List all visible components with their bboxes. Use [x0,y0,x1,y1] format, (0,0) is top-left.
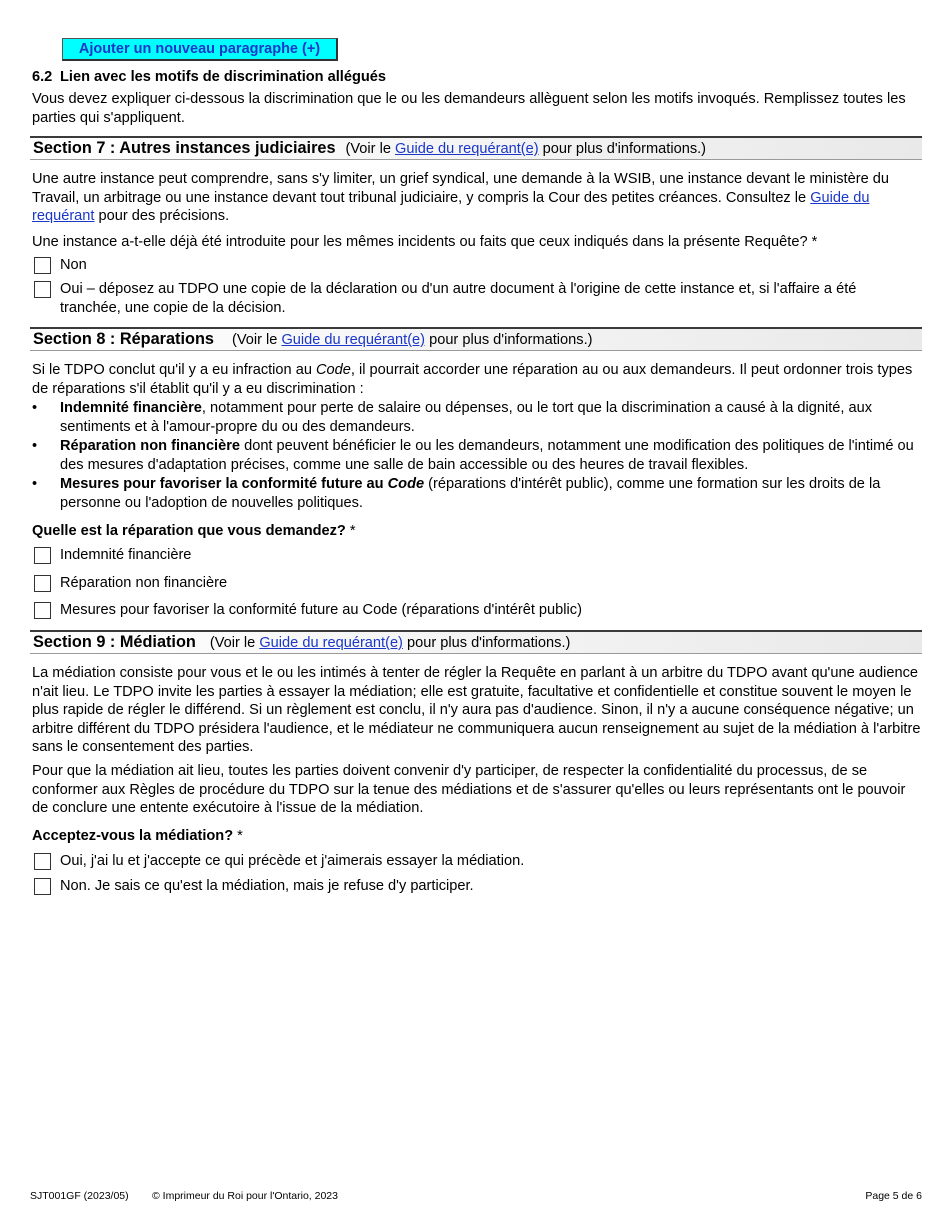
section-8-header [30,327,922,351]
checkbox-financial[interactable] [34,547,51,564]
section-9-header [30,630,922,654]
section-9-paragraph-1: La médiation consiste pour vous et le ou les intimés à tenter de régler la Requête en parlant à un arbitre du TDPO avant qu'une audience n'ait lieu. Le TDPO invite les parties à essayer la médiation; elle est gratuite, facultative et confidentielle et constitue souvent le moyen le plus rapide de régler le différend. Si un règlement est conclu, il n'y aura pas d'audience. Sinon, il n'y a aucune conséquence négative; un arbitre différent du TDPO présidera l'audience, et le médiateur ne communiquera aucun renseignement au sujet de la médiation à l'arbitre sans le consentement des parties. [32,665,921,755]
section-9-question: Acceptez-vous la médiation? * [32,828,243,844]
remedy-option-row [34,574,922,593]
mediation-yes-row [34,852,922,871]
section-7-note: (Voir le Guide du requérant(e) pour plus d'informations.) [345,141,707,157]
section-8-intro: Si le TDPO conclut qu'il y a eu infraction au Code, il pourrait accorder une réparation au ou aux demandeurs. Il peut ordonner trois types de réparations s'il établit qu'il y a eu discrimination : [32,362,913,397]
checkbox-no[interactable] [34,257,51,274]
checkbox-public-interest[interactable] [34,602,51,619]
option-no-label: Non [60,257,87,273]
section-9-note: (Voir le Guide du requérant(e) pour plus d'informations.) [209,635,571,651]
guide-link-inline[interactable]: Guide du requérant [32,189,870,224]
form-code: SJT001GF (2023/05) [30,1190,129,1202]
section-9-title: Section 9 : Médiation [33,633,196,651]
guide-link[interactable]: Guide du requérant(e) [259,635,403,651]
page-number: Page 5 de 6 [865,1190,922,1202]
option-yes-label: Oui – déposez au TDPO une copie de la déclaration ou d'un autre document à l'origine de cette instance et, si l'affaire a été tranchée, une copie de la décision. [60,281,857,316]
checkbox-non-financial[interactable] [34,575,51,592]
section-7-title: Section 7 : Autres instances judiciaires [33,139,336,157]
copyright: © Imprimeur du Roi pour l'Ontario, 2023 [152,1190,338,1202]
add-paragraph-button[interactable]: Ajouter un nouveau paragraphe (+) [62,38,338,61]
subsection-6-2-text: Vous devez expliquer ci-dessous la discrimination que le ou les demandeurs allèguent selon les motifs invoqués. Remplissez toutes les parties qui s'appliquent. [32,91,906,126]
section-8-question: Quelle est la réparation que vous demandez? * [32,523,356,539]
remedy-option-row [34,601,922,620]
checkbox-yes[interactable] [34,281,51,298]
remedy-option-label: Réparation non financière [60,575,228,591]
remedies-list [32,399,922,512]
option-no-row [34,256,922,275]
section-7-intro: Une autre instance peut comprendre, sans s'y limiter, un grief syndical, une demande à la WSIB, une instance devant le ministère du Travail, un arbitrage ou une instance devant tout tribunal judiciaire, y compris la Cour des petites créances. Consultez le Guide du requérant pour des précisions. [32,171,889,224]
section-8-title: Section 8 : Réparations [33,330,214,348]
guide-link[interactable]: Guide du requérant(e) [281,332,426,348]
subsection-6-2-heading [32,68,386,87]
section-9-paragraph-2: Pour que la médiation ait lieu, toutes les parties doivent convenir d'y participer, de respecter la confidentialité du processus, de se conformer aux Règles de procédure du TDPO sur la tenue des médiations et de s'assurer qu'elles ou leurs représentants ont le pouvoir de conclure une entente exécutoire à l'issue de la médiation. [32,763,906,816]
mediation-no-row [34,877,922,896]
checkbox-mediation-yes[interactable] [34,853,51,870]
option-yes-row [34,280,922,317]
list-item: • Indemnité financière, notamment pour perte de salaire ou dépenses, ou le tort que la discrimination a causé à la dignité, aux sentiments et à l'amour-propre du ou des demandeurs. [32,400,873,435]
section-7-question: Une instance a-t-elle déjà été introduite pour les mêmes incidents ou faits que ceux indiqués dans la présente Requête? * [32,234,818,250]
subsection-number: 6.2 [32,69,53,85]
section-8-note: (Voir le Guide du requérant(e) pour plus d'informations.) [231,332,593,348]
list-item: • Réparation non financière dont peuvent bénéficier le ou les demandeurs, notamment une modification des politiques de l'intimé ou des mesures d'adaptation précises, comme une salle de bain accessible ou des heures de travail flexibles. [32,438,914,473]
remedy-option-row [34,546,922,565]
checkbox-mediation-no[interactable] [34,878,51,895]
guide-link[interactable]: Guide du requérant(e) [395,141,539,157]
remedy-option-label: Mesures pour favoriser la conformité future au Code (réparations d'intérêt public) [60,602,582,618]
section-7-header [30,136,922,160]
subsection-title: Lien avec les motifs de discrimination allégués [60,69,387,85]
remedy-option-label: Indemnité financière [60,547,192,563]
mediation-yes-label: Oui, j'ai lu et j'accepte ce qui précède et j'aimerais essayer la médiation. [60,853,525,869]
list-item: • Mesures pour favoriser la conformité future au Code (réparations d'intérêt public), comme une formation sur les droits de la personne ou l'adoption de nouvelles politiques. [32,476,881,511]
mediation-no-label: Non. Je sais ce qu'est la médiation, mais je refuse d'y participer. [60,878,474,894]
